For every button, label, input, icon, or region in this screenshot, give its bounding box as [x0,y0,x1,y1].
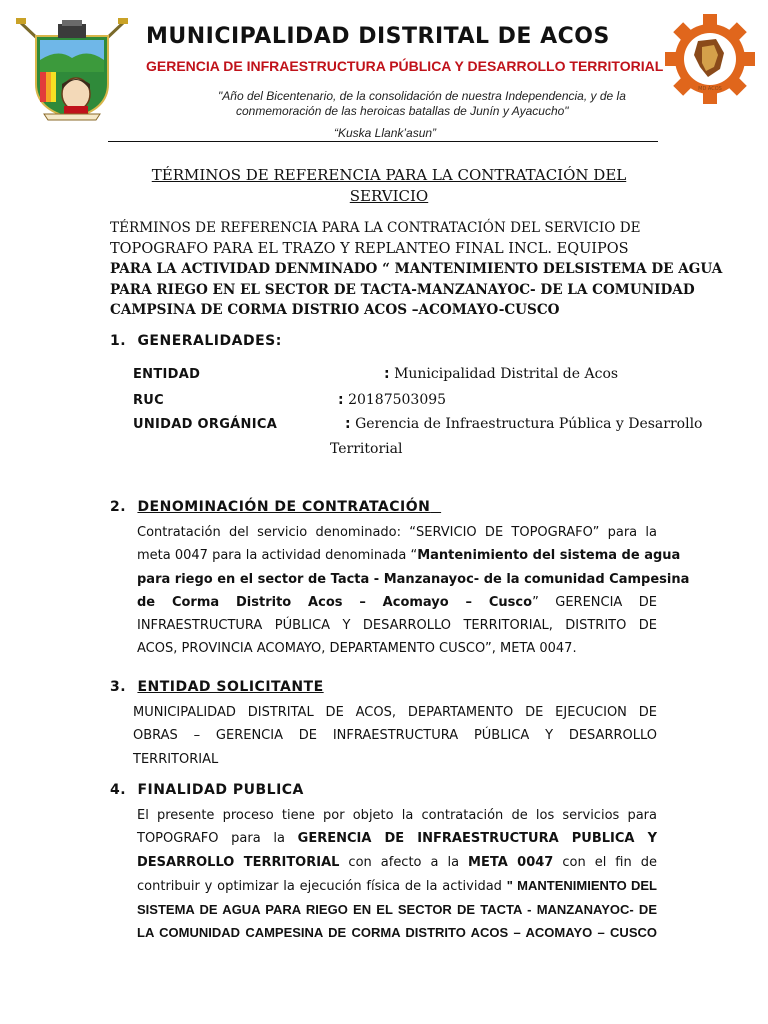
ruc-label: RUC [133,393,165,408]
section-1-heading [110,333,282,349]
body-line: TERRITORIAL [133,751,219,767]
municipal-shield-logo [14,14,130,122]
field-colon: : [338,392,344,408]
intro-line: PARA LA ACTIVIDAD DENMINADO “ MANTENIMIENTO DELSISTEMA DE AGUA [110,261,723,277]
body-line: de Corma Distrito Acos – Acomayo – Cusco” GERENCIA DE [137,594,657,610]
ruc-value [338,392,446,408]
body-line: INFRAESTRUCTURA PÚBLICA Y DESARROLLO TERRITORIAL, DISTRITO DE [137,618,657,634]
gear-logo-text: MD ACOS [698,86,722,92]
year-motto-line1: "Año del Bicentenario, de la consolidación de nuestra Independencia, y de la [218,89,626,103]
entidad-value [384,366,618,382]
field-colon: : [345,416,351,432]
body-line: ACOS, PROVINCIA ACOMAYO, DEPARTAMENTO CUSCO”, META 0047. [137,641,577,657]
department-subtitle: GERENCIA DE INFRAESTRUCTURA PÚBLICA Y DESARROLLO TERRITORIAL [146,58,664,74]
section-title: ENTIDAD SOLICITANTE [137,679,324,695]
section-2-heading [110,499,441,515]
unidad-organica-value [345,416,702,432]
section-3-body [133,701,657,771]
body-line: LA COMUNIDAD CAMPESINA DE CORMA DISTRITO ACOS – ACOMAYO – CUSCO [137,925,657,941]
document-title-line2: SERVICIO [349,187,429,205]
municipality-title: MUNICIPALIDAD DISTRITAL DE ACOS [146,24,610,49]
section-title: GENERALIDADES: [137,333,282,349]
section-2-body [137,521,690,661]
body-line: SISTEMA DE AGUA PARA RIEGO EN EL SECTOR DE TACTA - MANZANAYOC- DE [137,902,657,918]
shield-icon [14,14,130,122]
body-line: Contratación del servicio denominado: “SERVICIO DE TOPOGRAFO” para la [137,525,657,540]
intro-line: CAMPSINA DE CORMA DISTRIO ACOS –ACOMAYO-CUSCO [110,302,560,318]
section-number: 1. [110,333,127,349]
section-number: 3. [110,679,127,695]
document-title [130,165,648,207]
section-4-heading [110,782,304,798]
entidad-text: Municipalidad Distrital de Acos [394,366,619,382]
section-number: 4. [110,782,127,798]
gear-logo [664,14,756,104]
unidad-organica-value-cont: Territorial [330,441,403,457]
body-line: OBRAS – GERENCIA DE INFRAESTRUCTURA PÚBLICA Y DESARROLLO [133,728,657,744]
header-divider [108,141,658,142]
section-3-heading [110,679,324,695]
intro-paragraph [110,218,723,321]
year-motto-line2: conmemoración de las heroicas batallas de Junín y Ayacucho" [236,104,569,118]
intro-line: TÉRMINOS DE REFERENCIA PARA LA CONTRATACIÓN DEL SERVICIO DE [110,220,641,236]
body-line: para riego en el sector de Tacta - Manzanayoc- de la comunidad Campesina [137,571,690,587]
intro-line: PARA RIEGO EN EL SECTOR DE TACTA-MANZANAYOC- DE LA COMUNIDAD [110,281,695,298]
body-line: TOPOGRAFO para la GERENCIA DE INFRAESTRUCTURA PUBLICA Y [137,831,657,847]
ruc-text: 20187503095 [348,392,447,408]
body-line: El presente proceso tiene por objeto la contratación de los servicios para [137,808,657,823]
body-line: MUNICIPALIDAD DISTRITAL DE ACOS, DEPARTAMENTO DE EJECUCION DE [133,705,657,720]
section-4-body [137,804,657,945]
gear-icon [664,14,756,104]
intro-line: TOPOGRAFO PARA EL TRAZO Y REPLANTEO FINAL INCL. EQUIPOS [110,240,629,257]
section-title: FINALIDAD PUBLICA [137,782,304,798]
entidad-label: ENTIDAD [133,367,201,382]
quechua-motto: “Kuska Llank’asun” [334,126,437,140]
document-title-line1: TÉRMINOS DE REFERENCIA PARA LA CONTRATACIÓN DEL [151,166,627,184]
section-title: DENOMINACIÓN DE CONTRATACIÓN [137,499,431,515]
body-line: meta 0047 para la actividad denominada “Mantenimiento del sistema de agua [137,548,681,564]
unidad-organica-label: UNIDAD ORGÁNICA [133,417,278,432]
section-number: 2. [110,499,127,515]
unidad-organica-text: Gerencia de Infraestructura Pública y Desarrollo [355,416,703,432]
body-line: DESARROLLO TERRITORIAL con afecto a la META 0047 con el fin de [137,854,657,870]
body-line: contribuir y optimizar la ejecución física de la actividad " MANTENIMIENTO DEL [137,877,657,894]
field-colon: : [384,366,390,382]
